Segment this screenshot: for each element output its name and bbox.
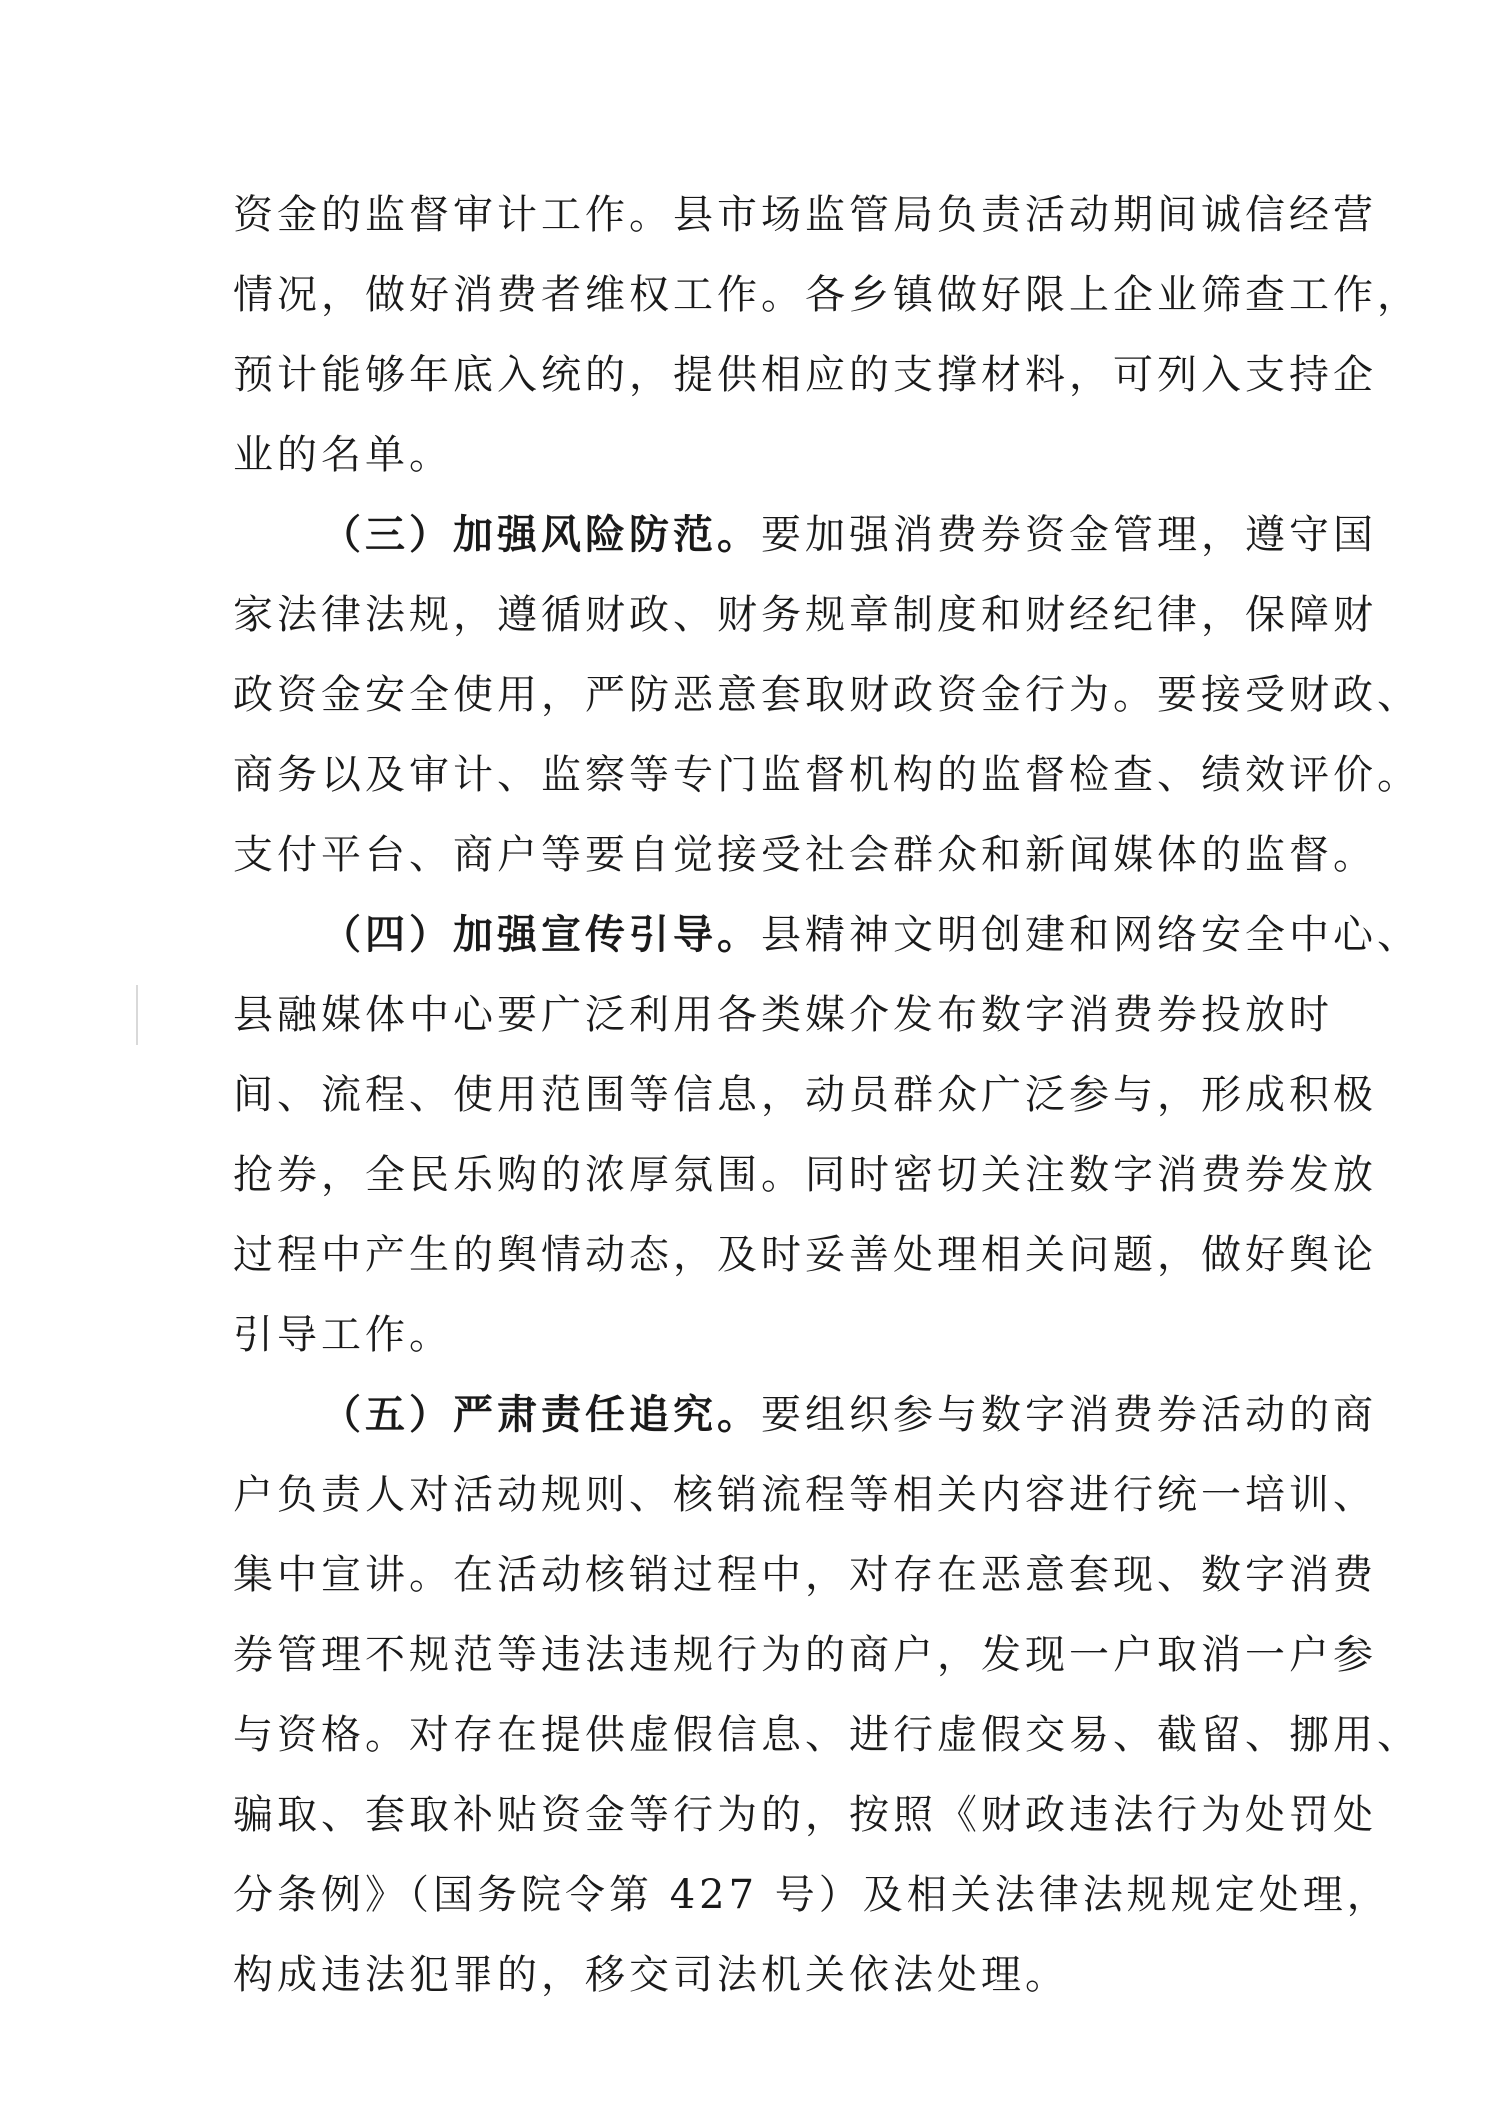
text-line: 情况，做好消费者维权工作。各乡镇做好限上企业筛查工作， <box>233 272 1421 318</box>
section-first-line <box>233 495 1377 575</box>
text-line: 过程中产生的舆情动态，及时妥善处理相关问题，做好舆论 <box>233 1232 1377 1278</box>
section-first-line-text: 县精神文明创建和网络安全中心、 <box>761 912 1421 958</box>
section-risk-prevention <box>233 495 1421 895</box>
text-line: 引导工作。 <box>233 1312 453 1358</box>
text-line: 券管理不规范等违法违规行为的商户，发现一户取消一户参 <box>233 1632 1377 1678</box>
text-line: 集中宣讲。在活动核销过程中，对存在恶意套现、数字消费 <box>233 1552 1377 1598</box>
text-line: 支付平台、商户等要自觉接受社会群众和新闻媒体的监督。 <box>233 832 1377 878</box>
text-line: 骗取、套取补贴资金等行为的，按照《财政违法行为处罚处 <box>233 1792 1377 1838</box>
section-publicity <box>233 895 1421 1375</box>
text-line: 与资格。对存在提供虚假信息、进行虚假交易、截留、挪用、 <box>233 1712 1421 1758</box>
document-body <box>233 175 1421 2015</box>
section-first-line-text: 要加强消费券资金管理，遵守国 <box>761 512 1377 558</box>
text-line: 资金的监督审计工作。县市场监管局负责活动期间诚信经营 <box>233 192 1377 238</box>
section-heading: （三）加强风险防范。 <box>321 512 761 558</box>
text-line: 商务以及审计、监察等专门监督机构的监督检查、绩效评价。 <box>233 752 1421 798</box>
text-line: 构成违法犯罪的，移交司法机关依法处理。 <box>233 1952 1069 1998</box>
text-line: 预计能够年底入统的，提供相应的支撑材料，可列入支持企 <box>233 352 1377 398</box>
text-line: 分条例》（国务院令第 427 号）及相关法律法规规定处理， <box>233 1872 1391 1918</box>
text-line: 间、流程、使用范围等信息，动员群众广泛参与，形成积极 <box>233 1072 1377 1118</box>
text-line: 业的名单。 <box>233 432 453 478</box>
text-line: 抢券，全民乐购的浓厚氛围。同时密切关注数字消费券发放 <box>233 1152 1377 1198</box>
text-line: 县融媒体中心要广泛利用各类媒介发布数字消费券投放时 <box>233 992 1333 1038</box>
scan-artifact <box>136 985 138 1045</box>
section-first-line-text: 要组织参与数字消费券活动的商 <box>761 1392 1377 1438</box>
section-heading: （五）严肃责任追究。 <box>321 1392 761 1438</box>
section-accountability <box>233 1375 1421 2015</box>
section-heading: （四）加强宣传引导。 <box>321 912 761 958</box>
text-line: 政资金安全使用，严防恶意套取财政资金行为。要接受财政、 <box>233 672 1421 718</box>
text-line: 家法律法规，遵循财政、财务规章制度和财经纪律，保障财 <box>233 592 1377 638</box>
section-first-line <box>233 1375 1377 1455</box>
paragraph-continuation <box>233 175 1421 495</box>
section-first-line <box>233 895 1421 975</box>
text-line: 户负责人对活动规则、核销流程等相关内容进行统一培训、 <box>233 1472 1377 1518</box>
